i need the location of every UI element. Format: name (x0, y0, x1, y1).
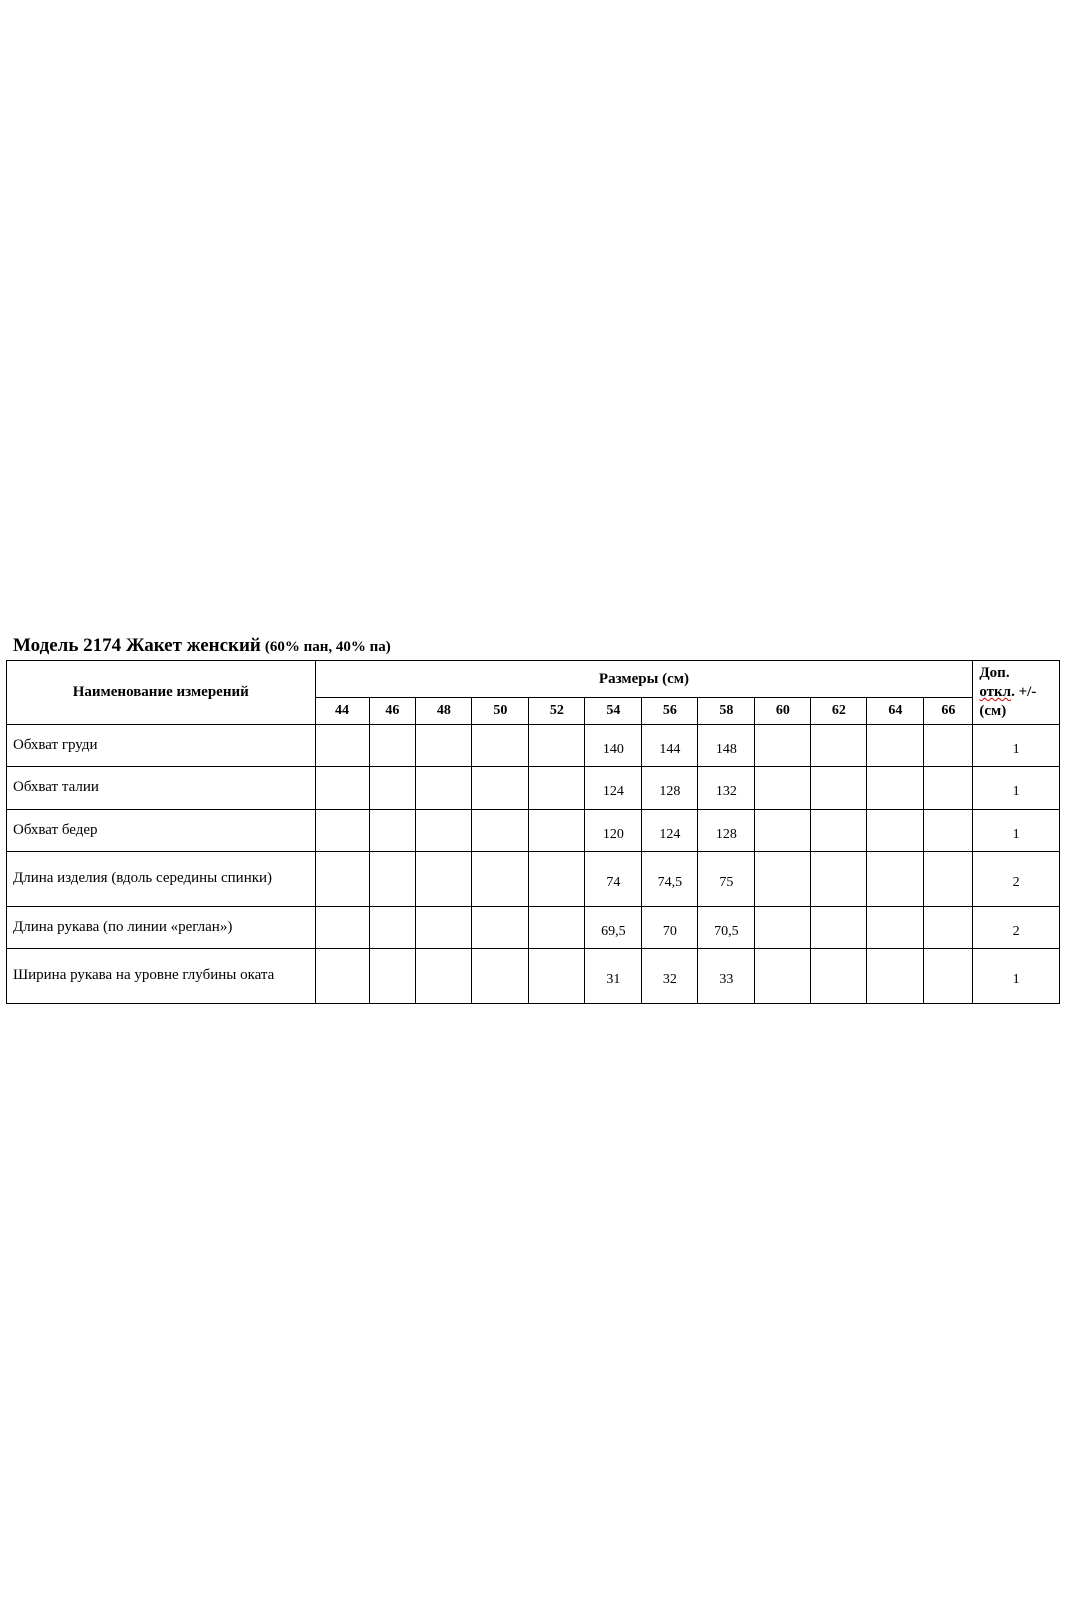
table-row (7, 949, 1060, 1004)
measurement-value: 132 (698, 767, 755, 810)
measurement-value: 128 (698, 810, 755, 852)
measurement-value (369, 907, 416, 949)
measurement-value (416, 810, 472, 852)
measurement-value (416, 852, 472, 907)
sizes-header: Размеры (см) (315, 661, 973, 698)
measurement-value (811, 852, 867, 907)
measurement-value (811, 725, 867, 767)
table-row (7, 852, 1060, 907)
measurement-value (867, 852, 924, 907)
measurement-value (416, 725, 472, 767)
measurement-value (472, 907, 529, 949)
measurement-value: 128 (642, 767, 698, 810)
measurement-value (369, 767, 416, 810)
tolerance-value: 1 (973, 949, 1060, 1004)
measurement-value (416, 949, 472, 1004)
size-column-header: 62 (811, 698, 867, 725)
measurement-value (416, 767, 472, 810)
size-column-header: 54 (585, 698, 642, 725)
tolerance-value: 2 (973, 907, 1060, 949)
measurement-value (924, 852, 973, 907)
tolerance-value: 2 (973, 852, 1060, 907)
tolerance-value: 1 (973, 767, 1060, 810)
size-column-header: 64 (867, 698, 924, 725)
measurement-value (315, 852, 369, 907)
measurement-value: 69,5 (585, 907, 642, 949)
measurement-label: Обхват груди (7, 725, 316, 767)
measurement-label: Ширина рукава на уровне глубины оката (7, 949, 316, 1004)
measurement-label: Длина изделия (вдоль середины спинки) (7, 852, 316, 907)
measurement-value (315, 949, 369, 1004)
measurement-value (529, 907, 585, 949)
document-title (13, 636, 391, 655)
measurement-value (755, 810, 811, 852)
measurements-body (7, 725, 1060, 1004)
measurement-value (811, 949, 867, 1004)
measurement-value (472, 767, 529, 810)
measurement-value (924, 725, 973, 767)
measurement-value: 70,5 (698, 907, 755, 949)
measurement-value: 120 (585, 810, 642, 852)
measurement-value (416, 907, 472, 949)
measurement-value (369, 810, 416, 852)
measurement-value: 124 (585, 767, 642, 810)
measurement-value (924, 949, 973, 1004)
measurement-value (811, 767, 867, 810)
measurement-value: 70 (642, 907, 698, 949)
measurement-value (472, 725, 529, 767)
table-row (7, 767, 1060, 810)
measurement-label: Обхват талии (7, 767, 316, 810)
spellcheck-underline: откл (979, 684, 1012, 701)
size-column-header: 60 (755, 698, 811, 725)
measurement-value (315, 725, 369, 767)
measurement-value (867, 907, 924, 949)
measurement-value (811, 810, 867, 852)
measurement-label: Обхват бедер (7, 810, 316, 852)
model-title: Модель 2174 Жакет женский (13, 635, 261, 656)
measurement-value: 74,5 (642, 852, 698, 907)
measurement-value (315, 810, 369, 852)
measurement-value (755, 949, 811, 1004)
measurement-value (755, 852, 811, 907)
measurement-value: 33 (698, 949, 755, 1004)
measurement-value (811, 907, 867, 949)
measurement-value (472, 852, 529, 907)
measurement-value (867, 949, 924, 1004)
measurement-value (529, 767, 585, 810)
measurement-value (529, 949, 585, 1004)
measurement-value: 32 (642, 949, 698, 1004)
size-column-header: 44 (315, 698, 369, 725)
table-row (7, 810, 1060, 852)
tolerance-header: Доп. откл. +/- (см) (973, 661, 1060, 725)
measurement-value: 124 (642, 810, 698, 852)
size-column-header: 50 (472, 698, 529, 725)
measurement-value: 144 (642, 725, 698, 767)
size-column-header: 58 (698, 698, 755, 725)
size-column-header: 48 (416, 698, 472, 725)
size-column-header: 52 (529, 698, 585, 725)
size-column-header: 56 (642, 698, 698, 725)
size-chart-table (6, 660, 1060, 1004)
measurement-value (369, 949, 416, 1004)
measurement-value (369, 725, 416, 767)
measurement-value (755, 767, 811, 810)
table-row (7, 907, 1060, 949)
measurement-value: 148 (698, 725, 755, 767)
measurement-value (867, 767, 924, 810)
fabric-composition: (60% пан, 40% па) (264, 639, 391, 655)
measurement-value: 140 (585, 725, 642, 767)
size-column-header: 66 (924, 698, 973, 725)
measurement-value (529, 810, 585, 852)
measurement-value (472, 949, 529, 1004)
header-row (7, 661, 1060, 698)
measurement-value: 31 (585, 949, 642, 1004)
size-column-header: 46 (369, 698, 416, 725)
measurement-value (867, 725, 924, 767)
measurement-value (755, 907, 811, 949)
measurement-value (755, 725, 811, 767)
measurement-value (924, 810, 973, 852)
measurement-value (529, 725, 585, 767)
measurement-value (315, 907, 369, 949)
measurement-label: Длина рукава (по линии «реглан») (7, 907, 316, 949)
measurement-value (529, 852, 585, 907)
measurement-value (924, 907, 973, 949)
measurement-value (472, 810, 529, 852)
measurement-value (924, 767, 973, 810)
measurement-name-header: Наименование измерений (7, 661, 316, 725)
measurement-value (867, 810, 924, 852)
tolerance-value: 1 (973, 810, 1060, 852)
table-row (7, 725, 1060, 767)
tolerance-value: 1 (973, 725, 1060, 767)
measurement-value (315, 767, 369, 810)
measurement-value: 75 (698, 852, 755, 907)
measurement-value (369, 852, 416, 907)
measurement-value: 74 (585, 852, 642, 907)
